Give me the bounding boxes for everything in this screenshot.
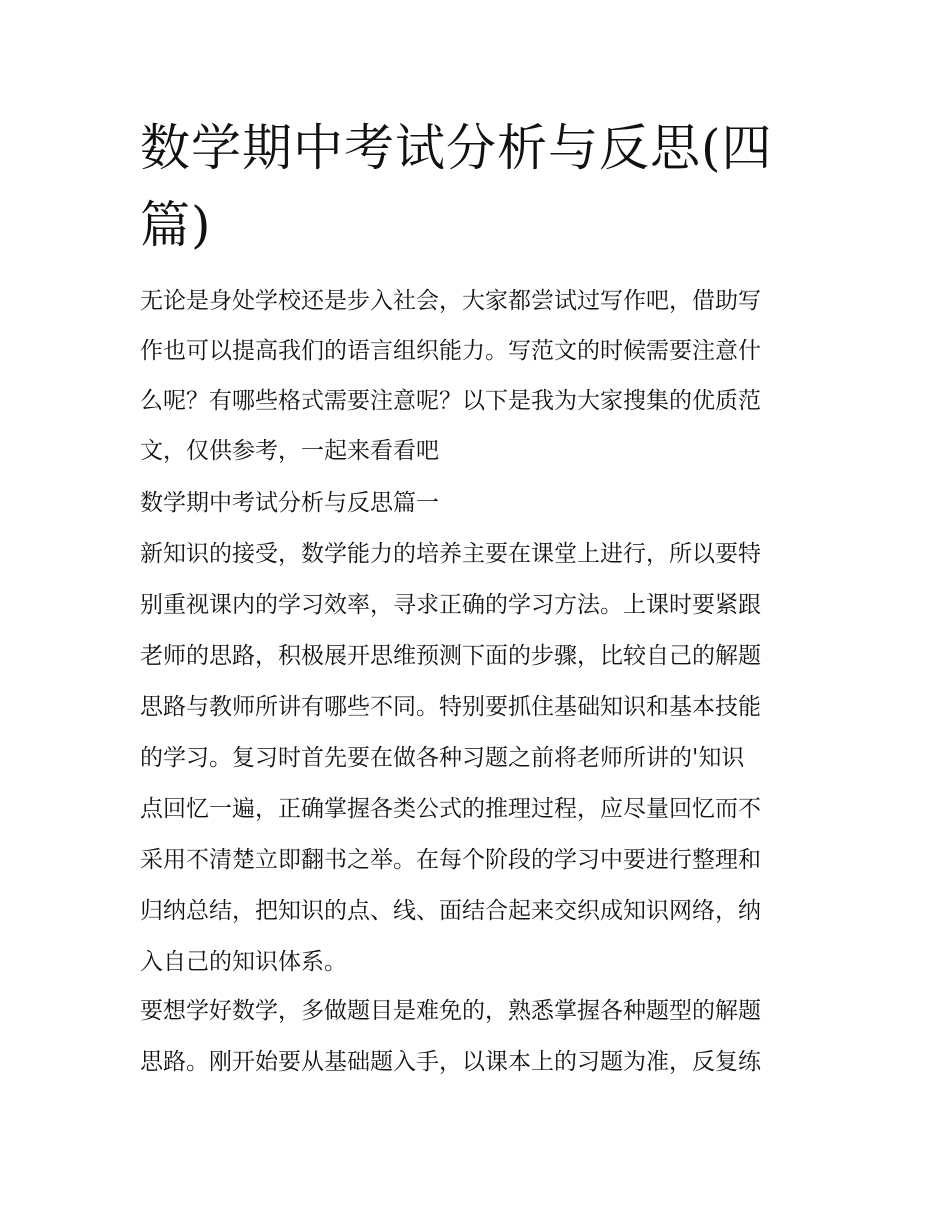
paragraph1-line-4: 思路与教师所讲有哪些不同。特别要抓住基础知识和基本技能	[140, 694, 761, 720]
paragraph2-line-1: 要想学好数学，多做题目是难免的，熟悉掌握各种题型的解题	[140, 998, 761, 1024]
paragraph1-line-3: 老师的思路，积极展开思维预测下面的步骤，比较自己的解题	[140, 643, 761, 669]
paragraph1-line-1: 新知识的接受，数学能力的培养主要在课堂上进行，所以要特	[140, 541, 761, 567]
paragraph1-line-8: 归纳总结，把知识的点、线、面结合起来交织成知识网络，纳	[140, 898, 761, 924]
title-line-1: 数学期中考试分析与反思(四	[140, 119, 773, 177]
intro-line-4: 文，仅供参考，一起来看看吧	[140, 438, 439, 464]
paragraph1-line-7: 采用不清楚立即翻书之举。在每个阶段的学习中要进行整理和	[140, 847, 761, 873]
paragraph1-line-6: 点回忆一遍，正确掌握各类公式的推理过程，应尽量回忆而不	[140, 796, 761, 822]
title-line-2: 篇)	[140, 196, 212, 254]
paragraph1-line-2: 别重视课内的学习效率，寻求正确的学习方法。上课时要紧跟	[140, 592, 761, 618]
paragraph1-line-5: 的学习。复习时首先要在做各种习题之前将老师所讲的'知识	[140, 745, 745, 771]
intro-line-3: 么呢？有哪些格式需要注意呢？以下是我为大家搜集的优质范	[140, 388, 761, 414]
paragraph2-line-2: 思路。刚开始要从基础题入手，以课本上的习题为准，反复练	[140, 1049, 761, 1075]
paragraph1-line-9: 入自己的知识体系。	[140, 949, 347, 975]
intro-line-2: 作也可以提高我们的语言组织能力。写范文的时候需要注意什	[140, 338, 761, 364]
intro-line-1: 无论是身处学校还是步入社会，大家都尝试过写作吧，借助写	[140, 288, 761, 314]
document-title	[140, 110, 820, 264]
section-heading: 数学期中考试分析与反思篇一	[140, 490, 439, 516]
